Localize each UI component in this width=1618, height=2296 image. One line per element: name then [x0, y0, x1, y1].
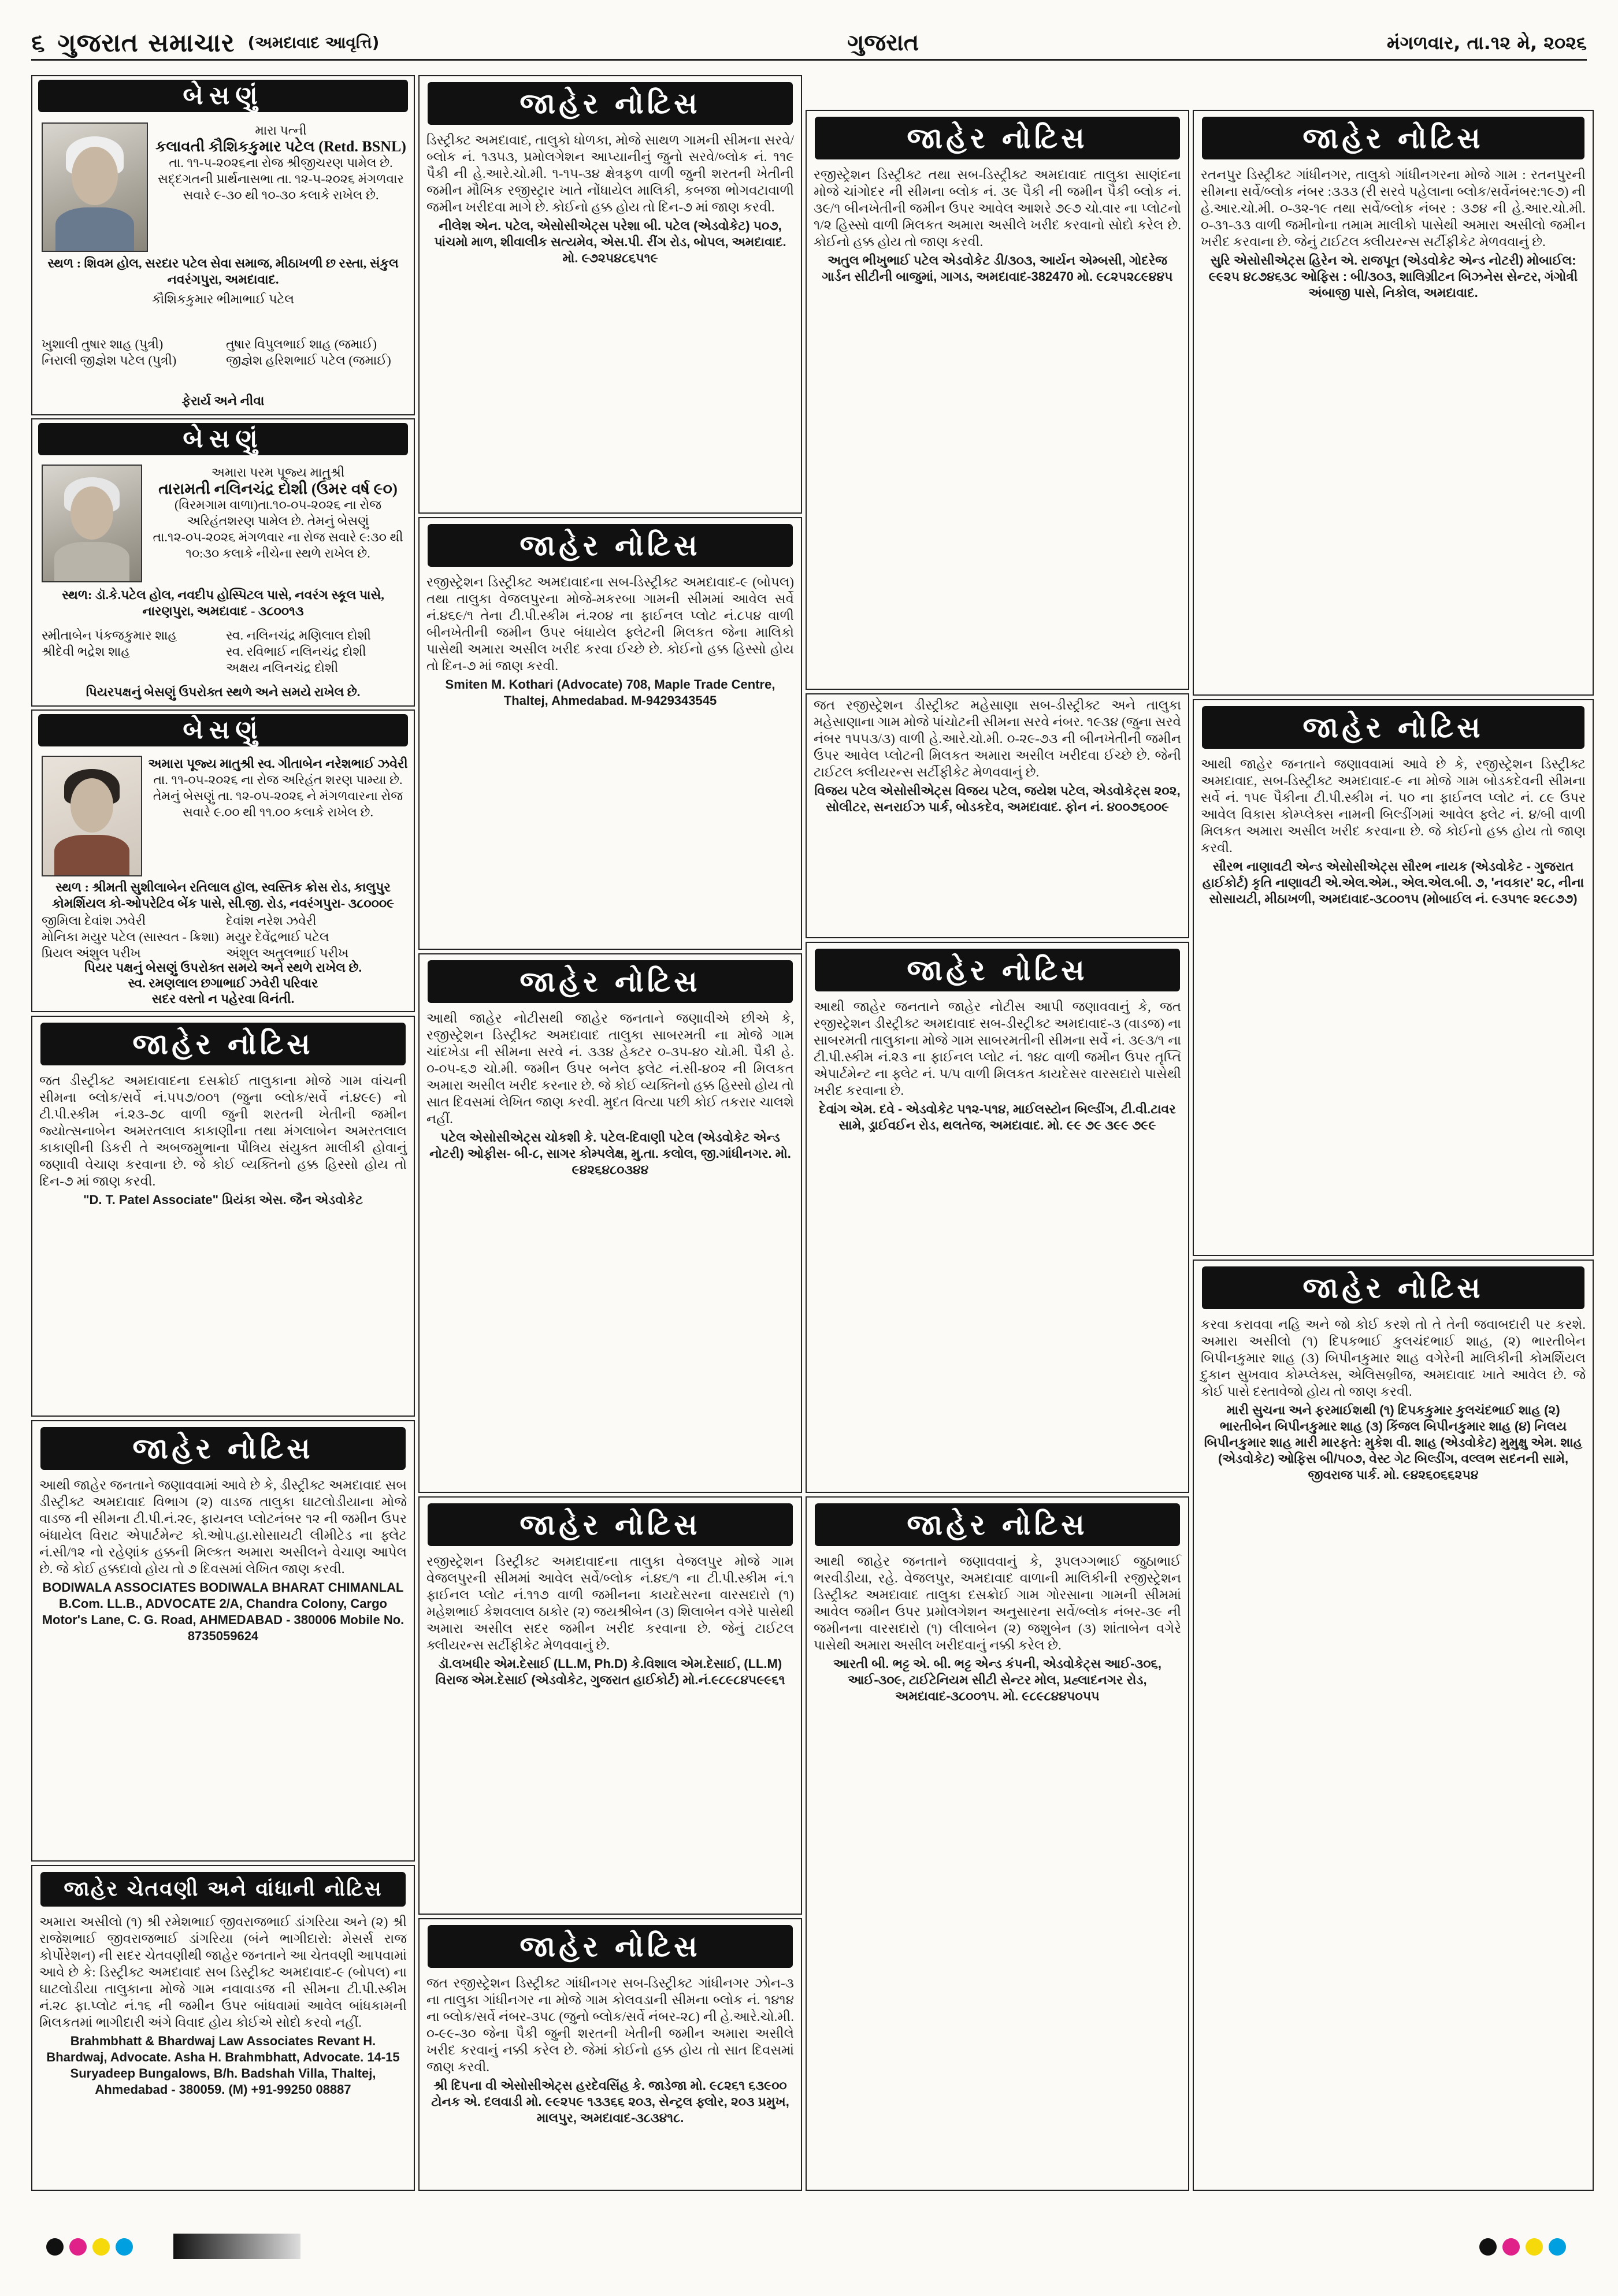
notice-heading: જાહેર નોટિસ: [428, 82, 793, 125]
notice-signature: વિજય પટેલ એસોસીએટ્સ વિજય પટેલ, જયેશ પટેલ, એડવોકેટ્સ ૨૦૨, સોલીટર, સનરાઈઝ પાર્ક, બોડકદેવ, અમદાવાદ. ફોન નં. ૪૦૦૭૬૦૦૯: [814, 783, 1181, 814]
registration-dot: [46, 2238, 64, 2256]
notice-body: રતનપુર ડિસ્ટ્રીક્ટ ગાંધીનગર, તાલુકો ગાંધીનગરના મોજે ગામ : રતનપુરની સીમના સર્વે/બ્લોક નંબર :૩૩૩ (રી સરવે પહેલાના બ્લોક/સર્વેનંબર:૧૯૭) ની હે.આર.ચો.મી. ૦-૩૨-૧૯ તથા સર્વે/બ્લોક નંબર : ૩૭૪ ની હે.આર.ચો.મી. ૦-૩૧-૩૩ વાળી જમીનોના તમામ માલીકો પાસેથી અમારા અસીલો જમીન ખરીદ કરવાના છે. જેનું ટાઈટલ ક્લીયરન્સ સર્ટીફીકેટ મેળવવાનું છે.: [1201, 168, 1586, 249]
notice-body: જત રજીસ્ટ્રેશન ડીસ્ટ્રીક્ટ મહેસાણા સબ-ડીસ્ટ્રીક્ટ અને તાલુકા મહેસાણાના ગામ મોજે પાંચોટની સીમના સરવે નંબર. ૧૯૩૪ (જુના સરવે નંબર ૧૫૫૩/૩) વાળી હે.આરે.ચો.મી. ૦-૨૯-૭૩ ની બીનખેતીની જમીન ઉપર આવેલ પ્લોટની મિલકત અમારા અસીલ ખરીદવા ઈચ્છે છે. જેની ટાઈટલ ક્લીયરન્સ સર્ટીફીકેટ મેળવવાનું છે.: [814, 698, 1181, 779]
notice-signature: આરતી બી. ભટ્ટ એ. બી. ભટ્ટ એન્ડ કંપની, એડવોકેટ્સ આઈ-૩૦૬, આઈ-૩૦૯, ટાઈટેનિયમ સીટી સેન્ટર મોલ, પ્રહ્લાદનગર રોડ, અમદાવાદ-૩૮૦૦૧૫. મો. ૯૮૯૮૪૪૫૦૫૫: [833, 1656, 1161, 1703]
footer: પિયર પક્ષનું બેસણું ઉપરોક્ત સમયે અને સ્થળે રાખેલ છે.: [84, 960, 362, 975]
text: સદ્દગતની પ્રાર્થનાસભા તા. ૧૨-૫-૨૦૨૬ મંગળવાર સવારે ૯-૩૦ થી ૧૦-૩૦ કલાકે રાખેલ છે.: [158, 172, 404, 202]
family-member: અંશુલ અતુલભાઈ પરીખ: [226, 946, 349, 960]
public-notice: [1193, 699, 1594, 1256]
notice-body: કરવા કરાવવા નહિ અને જો કોઈ કરશે તો તે તેની જવાબદારી પર કરશે. અમારા અસીલો (૧) દિપકભાઈ કુલચંદભાઈ શાહ, (૨) ભારતીબેન બિપીનકુમાર શાહ (૩) બિપીનકુમાર શાહ વગેરેની માલિકીની કોમર્શિયલ દુકાન સુખવાવ કોમ્પ્લેક્સ, એલિસબ્રીજ, અમદાવાદ ખાતે આવેલ છે. જે કોઈ પાસે દસ્તાવેજો હોય તો જાણ કરવી.: [1201, 1317, 1586, 1399]
public-notice: [31, 1420, 415, 1862]
notice-signature: શ્રી દિપના વી એસોસીએટ્સ હરદેવસિંહ કે. જાડેજા મો. ૯૮૨૬૧ ૬૩૯૦૦ ટોનક એ. દલવાડી મો. ૯૯૨૫૯ ૧૩૩૬૬ ૨૦૩, સેન્ટ્રલ ફ્લોર, ૨૦૩ પ્રમુખ, માલપુર, અમદાવાદ-૩૮૩૪૧૮.: [431, 2078, 789, 2125]
family-member: અક્ષય નલિનચંદ્ર દોશી: [226, 660, 339, 675]
portrait-photo: [42, 122, 148, 252]
grayscale-bar: [173, 2234, 300, 2259]
notice-heading: જાહેર નોટિસ: [1202, 1266, 1584, 1309]
family-member: સ્વ. રવિભાઈ નલિનચંદ્ર દોશી: [226, 644, 366, 659]
family-member: પ્રિયલ અંશુલ પરીખ: [42, 946, 141, 960]
family-member: દેવાંશ નરેશ ઝવેરી: [226, 913, 317, 928]
page-number: ૬: [31, 28, 45, 57]
registration-dot: [92, 2238, 110, 2256]
masthead: [31, 27, 1587, 61]
public-notice: [806, 942, 1189, 1493]
family-member: મોનિકા મયુર પટેલ (સાસ્વત - ક્રિશા): [42, 930, 219, 944]
family-member: સ્મીતાબેન પંકજકુમાર શાહ: [42, 628, 177, 642]
notice-heading: જાહેર નોટિસ: [40, 1023, 406, 1065]
issue-date: મંગળવાર, તા.૧૨ મે, ૨૦૨૬: [1387, 31, 1587, 54]
notice-heading: જાહેર નોટિસ: [428, 524, 793, 567]
deceased-name: કલાવતી કૌશિકકુમાર પટેલ (Retd. BSNL): [155, 138, 406, 155]
notice-heading: જાહેર નોટિસ: [815, 949, 1180, 991]
notice-heading: જાહેર નોટિસ: [40, 1427, 406, 1470]
portrait-photo: [42, 756, 142, 876]
footer: સદર વસ્તો ન પહેરવા વિનંતી.: [151, 991, 295, 1006]
notice-body: રજીસ્ટ્રેશન ડિસ્ટ્રીક્ટ તથા સબ-ડિસ્ટ્રીક્ટ અમદાવાદ તાલુકા સાણંદના મોજે ચાંગોદર ની સીમના બ્લોક નં. ૩૯ પૈકી ની જમીન પૈકી બ્લોક નં. ૩૯/૧ બીનખેતીની જમીન ઉપર આવેલ આશરે ૭૯૭ ચો.વાર ના પ્લોટનો ૧/૨ હિસ્સો વાળી મિલકત અમારા અસીલે ખરીદ કરવાનો સોદો કરેલ છે. કોઈનો હક્ક હોય તો જાણ કરવી.: [814, 168, 1181, 249]
family-member: [42, 660, 220, 676]
notice-body: રજીસ્ટ્રેશન ડિસ્ટ્રીક્ટ અમદાવાદના સબ-ડિસ્ટ્રીક્ટ અમદાવાદ-૯ (બોપલ) તથા તાલુકા વેજલપુરના મોજે-મકરબા ગામની સીમમાં આવેલ સર્વે નં.૪૬૯/૧ તેના ટી.પી.સ્કીમ નં.૨૦૪ ના ફાઈનલ પ્લોટ નં.૮૫૪ વાળી બીનખેતીની જમીન ઉપર બંધાયેલ ફ્લેટની મિલકત જેના માલિકો પાસેથી અમારા અસીલ ખરીદ કરવા ઈચ્છે છે. કોઈનો હક્ક હિસ્સો હોય તો દિન-૭ માં જાણ કરવી.: [426, 575, 794, 673]
intro: અમારા પૂજ્ય માતુશ્રી સ્વ. ગીતાબેન નરેશભાઈ ઝવેરી: [148, 756, 408, 771]
notice-heading: જાહેર નોટિસ: [815, 117, 1180, 159]
public-notice: [418, 75, 802, 514]
notice-signature: Smiten M. Kothari (Advocate) 708, Maple Trade Centre, Thaltej, Ahmedabad. M-9429343545: [445, 677, 775, 708]
registration-dot: [1479, 2238, 1497, 2256]
public-notice: [806, 1496, 1189, 2191]
portrait-photo: [42, 465, 142, 582]
public-warning-notice: [31, 1865, 415, 2191]
public-notice: [418, 1496, 802, 1915]
notice-heading: જાહેર નોટિસ: [1202, 706, 1584, 749]
notice-body: ડિસ્ટ્રીક્ટ અમદાવાદ, તાલુકો ધોળકા, મોજે સાથળ ગામની સીમના સરવે/બ્લોક નં. ૧૩૫૩, પ્રમોલગેશન આપ્યાનીનું જુનો સરવે/બ્લોક નં. ૧૧૯ પૈકી ની હે.આરે.ચો.મી. ૧-૧૫-૩૪ ક્ષેત્રફળ વાળી જુની શરતની ખેતીની જમીન મૌખિક રજીસ્ટ્રાર ખાતે નોંધાયેલ માલિકી, કબજા ભોગવટાવાળી જમીન ખરીદવા માગે છે. કોઈનો હક્ક હોય તો દિન-૭ માં જાણ કરવી.: [426, 133, 794, 214]
notice-signature: સૌરભ નાણાવટી એન્ડ એસોસીએટ્સ સૌરભ નાયક (એડવોકેટ - ગુજરાત હાઈકોર્ટ) કૃતિ નાણાવટી એ.એલ.એમ., એલ.એલ.બી. ૭, 'નવકાર' ૨૮, નીના સોસાયટી, મીઠાખળી, અમદાવાદ-૩૮૦૦૧૫ (મોબાઈલ નં. ૯૩૫૧૯ ૨૯૮૭૭): [1202, 859, 1584, 906]
notice-body: આથી જાહેર જનતાને જણાવવામાં આવે છે કે, રજીસ્ટ્રેશન ડિસ્ટ્રીક્ટ અમદાવાદ, સબ-ડિસ્ટ્રીક્ટ અમદાવાદ-૯ ના મોજે ગામ બોડકદેવની સીમના સર્વે નં. ૧૫૯ પૈકીના ટી.પી.સ્કીમ નં. ૫૦ ના ફાઈનલ પ્લોટ નં. ૮૯ ઉપર આવેલ વિકાસ કોમ્પ્લેક્સ નામની બિલ્ડીંગમાં આવેલ ફ્લેટ નં. ૪/બી વાળી મિલકત અમારા અસીલ ખરીદ કરવાના છે. જે કોઈનો હક્ક હોય તો જાણ કરવી.: [1201, 757, 1586, 855]
footer: ફેરાર્ય અને નીવા: [181, 393, 265, 408]
family-member: શ્રીદેવી ભદ્રેશ શાહ: [42, 644, 131, 659]
besnu-heading: બેસણું: [38, 423, 408, 455]
notice-body: આથી જાહેર જનતાને જણાવવાનું કે, રૂપલગ્ગભાઈ જુઠાભાઈ ભરવીડીયા, રહે. વેજલપુર, અમદાવાદ વાળાની માલિકીની રજીસ્ટ્રેશન ડિસ્ટ્રીક્ટ અમદાવાદ તાલુકા દસક્રોઈ ગામ ગોરસાના ગામની સીમમાં આવેલ જમીન ઉપર પ્રમોલગેશન અનુસારના સર્વે/બ્લોક નંબર-૩૯ ની જમીનના વારસદારો (૧) લીલાબેન (૨) જશુબેન (૩) શાંતાબેન વગેરે પાસેથી અમારા અસીલ ખરીદવાનું નક્કી કરેલ છે.: [814, 1554, 1181, 1652]
public-notice: [806, 110, 1189, 690]
notice-heading: જાહેર નોટિસ: [1202, 117, 1584, 159]
notice-signature: મારી સુચના અને ફરમાઈશથી (૧) દિપકકુમાર કુલચંદભાઈ શાહ (૨) ભારતીબેન બિપીનકુમાર શાહ (૩) કિંજલ બિપીનકુમાર શાહ (૪) નિલય બિપીનકુમાર શાહ મારી મારફતે: મુકેશ વી. શાહ (એડવોકેટ) મુમુક્ષુ એમ. શાહ (એડવોકેટ) ઓફિસ બી/૫૦૭, વેસ્ટ ગેટ બિલ્ડીંગ, વલ્લભ સદનની સામે, જીવરાજ પાર્ક. મો. ૯૪૨૬૦૬૬૨૫૪: [1204, 1403, 1583, 1482]
public-notice: [1193, 110, 1594, 696]
notice-body: જત રજીસ્ટ્રેશન ડિસ્ટ્રીક્ટ ગાંધીનગર સબ-ડિસ્ટ્રીક્ટ ગાંધીનગર ઝોન-૩ ના તાલુકા ગાંધીનગર ના મોજે ગામ કોલવડાની સીમના બ્લોક નં. ૧૪૧૪ ના બ્લોક/સર્વે નંબર-૩૫૮ (જુનો બ્લોક/સર્વે નંબર-૨૮) ની હે.આરે.ચો.મી. ૦-૯૯-૩૦ જેના પૈકી જુની શરતની ખેતીની જમીન અમારા અસીલે ખરીદ કરવાનું નક્કી કરેલ છે. જેમાં કોઈનો હક્ક હોય તો સાત દિવસમાં જાણ કરવી.: [426, 1976, 794, 2074]
notice-signature: ડૉ.લખધીર એમ.દેસાઈ (LL.M, Ph.D) કે.વિશાલ એમ.દેસાઈ, (LL.M) વિરાજ એમ.દેસાઈ (એડવોકેટ, ગુજરાત હાઈકોર્ટ) મો.નં.૯૮૯૮૪૫૯૯૬૧: [435, 1656, 785, 1687]
besnu-notice: [31, 75, 415, 415]
besnu-heading: બેસણું: [38, 714, 408, 746]
notice-heading: જાહેર નોટિસ: [428, 1503, 793, 1546]
family-member: સ્વ. નલિનચંદ્ર મણિલાલ દોશી: [226, 628, 371, 642]
notice-body: આથી જાહેર નોટીસથી જાહેર જનતાને જણાવીએ છીએ કે, રજીસ્ટ્રેશન ડિસ્ટ્રીક્ટ અમદાવાદ તાલુકા સાબરમતી ના મોજે ગામ ચાંદખેડા ની સીમના સરવે નં. ૩૩૪ હેક્ટર ૦-૩૫-૪૦ ચો.મી. પૈકી હે. ૦-૦૫-૬૭ ચો.મી. જમીન ઉપર બનેલ ફ્લેટ નં.સી-૪૦૨ ની મિલકત અમારા અસીલ ખરીદ કરનાર છે. જે કોઈ વ્યક્તિનો હક્ક હિસ્સો હોય તો સાત દિવસમાં લેખિત જાણ કરવી. મુદત વિત્યા પછી કોઈ તકરાર ચાલશે નહીં.: [426, 1011, 794, 1126]
venue: સ્થળ : શ્રીમતી સુશીલાબેન રતિલાલ હૉલ, સ્વસ્તિક ક્રોસ રોડ, કાલુપુર કોમર્શિયલ કો-ઓપરેટિવ બેંક પાસે, સી.જી. રોડ, નવરંગપુરા- ૩૮૦૦૦૯: [51, 880, 395, 911]
family-member: તુષાર વિપુલભાઈ શાહ (જમાઈ): [226, 337, 377, 351]
text: (વિરમગામ વાળા)તા.૧૦-૦૫-૨૦૨૬ ના રોજ અરિહંતશરણ પામેલ છે. તેમનું બેસણું તા.૧૨-૦૫-૨૦૨૬ મંગળવાર ના રોજ સવારે ૯:૩૦ થી ૧૦:૩૦ કલાકે નીચેના સ્થળે રાખેલ છે.: [153, 497, 403, 560]
family-member: મયુર દેવેંદ્રભાઈ પટેલ: [226, 930, 329, 944]
notice-body: રજીસ્ટ્રેશન ડિસ્ટ્રીક્ટ અમદાવાદના તાલુકા વેજલપુર મોજે ગામ વેજલપુરની સીમમાં આવેલ સર્વે/બ્લોક નં.૪૬/૧ ના ટી.પી.સ્કીમ નં.૧ ફાઈનલ પ્લોટ નં.૧૧૭ વાળી જમીનના કાયદેસરના વારસદારો (૧) મહેશભાઈ કેશવલાલ ઠાકોર (૨) જયશ્રીબેન (૩) શિલાબેન વગેરે પાસેથી અમારા અસીલ સદર જમીન ખરીદ કરવાના છે. જેનું ટાઈટલ ક્લીયરન્સ સર્ટીફીકેટ મેળવવાનું છે.: [426, 1554, 794, 1652]
public-notice: [418, 1918, 802, 2191]
venue: સ્થળ: ડૉ.કે.પટેલ હોલ, નવદીપ હોસ્પિટલ પાસે, નવરંગ સ્કૂલ પાસે, નારણપુરા, અમદાવાદ - ૩૮૦૦૧૩: [62, 588, 384, 618]
intro: અમારા પરમ પૂજ્ય માતુશ્રી: [211, 465, 345, 480]
notice-signature: Brahmbhatt & Bhardwaj Law Associates Revant H. Bhardwaj, Advocate. Asha H. Brahmbhatt, Advocate. 14-15 Suryadeep Bungalows, B/h. Badshah Villa, Thaltej, Ahmedabad - 380059. (M) +91-99250 08887: [46, 2034, 400, 2097]
section-title: ગુજરાત: [847, 29, 919, 56]
warning-heading: જાહેર ચેતવણી અને વાંધાની નોટિસ: [40, 1872, 406, 1907]
notice-signature: પટેલ એસોસીએટ્સ ચોકશી કે. પટેલ-દિવાણી પટેલ (એડવોકેટ એન્ડ નોટરી) ઓફીસ- બી-૮, સાગર કોમ્પલેક્ષ, મુ.તા. કલોલ, જી.ગાંધીનગર. મો. ૯૪૨૬૪૮૦૩૪૪: [429, 1130, 791, 1177]
registration-dot: [1526, 2238, 1543, 2256]
paper-name: ગુજરાત સમાચાર: [57, 28, 235, 58]
notice-body: આથી જાહેર જનતાને જણાવવામાં આવે છે કે, ડીસ્ટ્રીક્ટ અમદાવાદ સબ ડીસ્ટ્રીક્ટ અમદાવાદ વિભાગ (૨) વાડજ તાલુકા ઘાટલોડીયાના મોજે વાડજ ની સીમના ટી.પી.નં.૨૯, ફાયનલ પ્લોટનંબર ૧૨ ની જમીન ઉપર બંધાયેલ વિરાટ એપાર્ટમેન્ટ કો.ઓપ.હા.સોસાયટી લીમીટેડ ના ફ્લેટ નં.સી/૧૨ નો રહેણાંક હક્કની મિલ્કત અમારા અસીલને વેચાણ આપેલ છે. જે કોઈ હક્કદાવો હોય તો ૭ દિવસમાં લેખિત જાણ કરવી.: [39, 1478, 407, 1576]
registration-dot: [69, 2238, 87, 2256]
besnu-notice: [31, 709, 415, 1012]
public-notice: [418, 953, 802, 1493]
notice-signature: સુરિ એસોસીએટ્સ હિરેન એ. રાજપૂત (એડવોકેટ એન્ડ નોટરી) મોબાઈલ: ૯૯૨૫ ૪૮૭૪૬૩૮ ઓફિસ : બી/૩૦૩, શાલિગ્રીટન બિઝનેસ સેન્ટર, ગંગોત્રી અંબાજી પાસે, નિકોલ, અમદાવાદ.: [1208, 253, 1578, 300]
venue: સ્થળ : શિવમ હોલ, સરદાર પટેલ સેવા સમાજ, મીઠાખળી છ રસ્તા, સંકુલ નવરંગપુરા, અમદાવાદ.: [47, 256, 399, 287]
edition: (અમદાવાદ આવૃત્તિ): [247, 33, 380, 52]
family-member: ખુશાલી તુષાર શાહ (પુત્રી): [42, 337, 164, 351]
notice-body: અમારા અસીલો (૧) શ્રી રમેશભાઈ જીવરાજભાઈ ડાંગરિયા અને (૨) શ્રી રાજેશભાઈ જીવરાજભાઈ ડાંગરિયા (બંને ભાગીદારો: મેસર્સ રાજ કોર્પોરેશન) ની સદર ચેતવણીથી જાહેર જનતાને આ ચેતવણી આપવામાં આવે છે કે: ડિસ્ટ્રીક્ટ અમદાવાદ સબ ડિસ્ટ્રીક્ટ અમદાવાદ-૯ (બોપલ) ના ઘાટલોડીયા તાલુકાના મોજે ગામ નવાવાડજ ની સીમના ટી.પી.સ્કીમ નં.૨૮ ફા.પ્લોટ નં.૧૬ ની જમીન ઉપર બાંધવામાં આવેલ બાંધકામની મિલકતમાં ભાગીદારી અંગે વિવાદ હોય કોઈએ સોદો કરવો નહીં.: [39, 1915, 407, 2030]
notice-heading: જાહેર નોટિસ: [428, 960, 793, 1003]
public-notice: [31, 1016, 415, 1417]
family-member: જીજ્ઞેશ હરિશભાઈ પટેલ (જમાઈ): [226, 353, 391, 367]
notice-signature: BODIWALA ASSOCIATES BODIWALA BHARAT CHIMANLAL B.Com. LL.B., ADVOCATE 2/A, Chandra Colony, Cargo Motor's Lane, C. G. Road, AHMEDABAD - 380006 Mobile No. 8735059624: [42, 1580, 404, 1643]
public-notice: [418, 517, 802, 950]
notice-signature: નીલેશ એન. પટેલ, એસોસીએટ્સ પરેશા બી. પટેલ (એડવોકેટ) ૫૦૭, પાંચમો માળ, શીવાલીક સત્યમેવ, એસ.પી. રીંગ રોડ, બોપલ, અમદાવાદ. મો. ૯૭૨૫૪૮૬૫૧૯: [434, 218, 786, 265]
deceased-name: તારામતી નલિનચંદ્ર દોશી (ઉંમર વર્ષ ૯૦): [158, 480, 398, 497]
public-notice: [806, 693, 1189, 938]
footer: સ્વ. રમણલાલ છગાભાઈ ઝવેરી પરિવાર: [128, 976, 318, 990]
notice-heading: જાહેર નોટિસ: [428, 1925, 793, 1968]
besnu-notice: [31, 418, 415, 707]
intro: મારા પત્ની: [255, 123, 307, 138]
text: તા. ૧૧-૦૫-૨૦૨૬ ના રોજ અરિહંત શરણ પામ્યા છે. તેમનું બેસણું તા. ૧૨-૦૫-૨૦૨૬ ને મંગળવારના રોજ સવારે ૯.૦૦ થી ૧૧.૦૦ કલાકે રાખેલ છે.: [153, 772, 403, 819]
registration-dot: [1502, 2238, 1520, 2256]
print-registration-strip: [0, 2198, 1618, 2296]
notice-body: આથી જાહેર જનતાને જાહેર નોટીસ આપી જણાવવાનું કે, જત રજીસ્ટ્રેશન ડીસ્ટ્રીક્ટ અમદાવાદ સબ-ડીસ્ટ્રીક્ટ અમદાવાદ-૩ (વાડજ) ના સાબરમતી તાલુકાના મોજે ગામ સાબરમતીની સીમના સર્વે નં. ૩૯૩/૧ ના ટી.પી.સ્કીમ નં.૨૩ ના ફાઈનલ પ્લોટ નં. ૧૪૮ વાળી જમીન ઉપર તૃપ્તિ એપાર્ટમેન્ટ ના ફ્લેટ નં. ૫/૫ વાળી મિલકત કાયદેસર વારસદારો પાસેથી ખરીદ કરવાના છે.: [814, 1000, 1181, 1098]
signer: કૌશિકકુમાર ભીમાભાઈ પટેલ: [152, 292, 294, 306]
notice-signature: "D. T. Patel Associate" પ્રિયંકા એસ. જૈન એડવોકેટ: [83, 1192, 363, 1207]
registration-dot: [116, 2238, 133, 2256]
family-member: નિરાલી જીજ્ઞેશ પટેલ (પુત્રી): [42, 353, 177, 367]
text: તા. ૧૧-૫-૨૦૨૬ના રોજ શ્રીજીચરણ પામેલ છે.: [169, 155, 393, 170]
public-notice: [1193, 1260, 1594, 2191]
footer: પિયરપક્ષનું બેસણું ઉપરોક્ત સ્થળે અને સમયે રાખેલ છે.: [86, 685, 361, 699]
notice-signature: અતુલ ભીખુભાઈ પટેલ એડવોકેટ ડી/૩૦૩, આર્યન એમ્બસી, ગોદરેજ ગાર્ડન સીટીની બાજુમાં, ગાગડ, અમદાવાદ-382470 મો. ૯૮૨૫૨૮૯૪૪૫: [822, 253, 1173, 284]
notice-heading: જાહેર નોટિસ: [815, 1503, 1180, 1546]
notice-body: જત ડીસ્ટ્રીક્ટ અમદાવાદના દસક્રોઈ તાલુકાના મોજે ગામ વાંચની સીમના બ્લોક/સર્વે નં.૫૫૭/૦૦૧ (જુના બ્લોક/સર્વે નં.૪૯૯) નો ટી.પી.સ્કીમ નં.૨૩-૭૮ વાળી જુની શરતની ખેતીની જમીન જ્યોત્સનાબેન અમરતલાલ કાકાણીના તથા મંગલાબેન અમરતલાલ કાકાણીની ડિકરી તે અબજમુભાના પૌત્રિય સંયુક્ત માલીકી હોવાનું જણાવી વેચાણ કરવાના છે. જે કોઈ વ્યક્તિનો હક્ક હિસ્સો હોય તો દિન-૭ માં જાણ કરવી.: [39, 1073, 407, 1188]
besnu-heading: બેસણું: [38, 80, 408, 112]
registration-dot: [1549, 2238, 1566, 2256]
family-member: જીમિલા દેવાંશ ઝવેરી: [42, 913, 146, 928]
notice-signature: દેવાંગ એમ. દવે - એડવોકેટ ૫૧૨-૫૧૪, માઈલસ્ટોન બિલ્ડીંગ, ટી.વી.ટાવર સામે, ડ્રાઈવઈન રોડ, થલતેજ, અમદાવાદ. મો. ૯૯ ૭૯ ૩૯૯ ૭૯૯: [819, 1102, 1176, 1132]
